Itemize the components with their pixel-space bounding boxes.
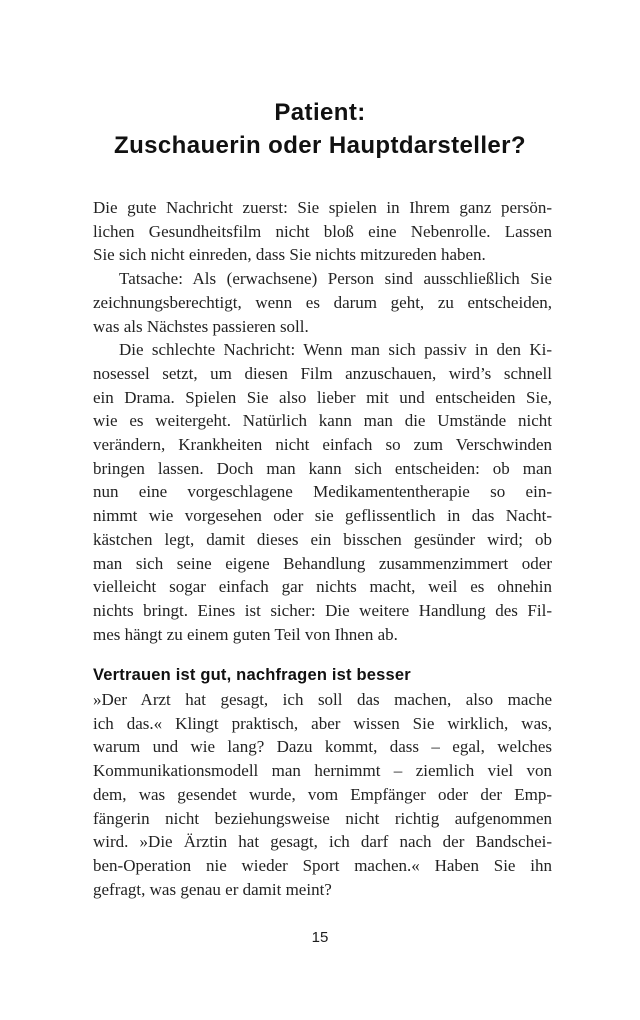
text-line: fängerin nicht beziehungsweise nicht richtig aufgenommen xyxy=(93,808,552,828)
text-line: kästchen legt, damit dieses ein bisschen gesünder wird; ob xyxy=(93,529,552,549)
text-line: vielleicht sogar einfach gar nichts macht, weil es ohnehin xyxy=(93,577,552,597)
text-line: nichts bringt. Eines ist sicher: Die weitere Handlung des Fil- xyxy=(93,600,552,620)
text-line: Sie sich nicht einreden, dass Sie nichts mitzureden haben. xyxy=(93,245,486,265)
paragraph xyxy=(93,338,552,646)
text-line: lichen Gesundheitsfilm nicht bloß eine Nebenrolle. Lassen xyxy=(93,221,552,241)
text-line: Kommunikationsmodell man hernimmt – ziemlich viel von xyxy=(93,761,552,781)
text-line: ben-Operation nie wieder Sport machen.« Haben Sie ihn xyxy=(93,855,552,875)
page-number: 15 xyxy=(311,929,329,947)
text-line: Die gute Nachricht zuerst: Sie spielen in Ihrem ganz persön- xyxy=(93,198,552,217)
text-line: mes hängt zu einem guten Teil von Ihnen ab. xyxy=(93,624,398,644)
chapter-title-line-2: Zuschauerin oder Hauptdarsteller? xyxy=(114,132,526,159)
text-line: zeichnungsberechtigt, wenn es darum geht, zu entscheiden, xyxy=(93,292,552,312)
text-line: verändern, Krankheiten nicht einfach so zum Verschwinden xyxy=(93,435,552,455)
section-subheading: Vertrauen ist gut, nachfragen ist besser xyxy=(93,666,411,685)
chapter-title-line-1: Patient: xyxy=(274,99,366,126)
text-line: »Der Arzt hat gesagt, ich soll das machen, also mache xyxy=(93,690,552,710)
text-column xyxy=(93,196,552,901)
paragraph xyxy=(93,267,552,338)
text-line: warum und wie lang? Dazu kommt, dass – egal, welches xyxy=(93,737,552,757)
paragraph xyxy=(93,196,552,267)
text-line: wie es weitergeht. Natürlich kann man die Umstände nicht xyxy=(93,411,552,431)
text-line: bringen lassen. Doch man kann sich entscheiden: ob man xyxy=(93,458,552,478)
paragraph xyxy=(93,688,552,901)
text-line: ich das.« Klingt praktisch, aber wissen Sie wirklich, was, xyxy=(93,713,552,733)
text-line: nimmt wie vorgesehen oder sie geflissentlich in das Nacht- xyxy=(93,506,552,526)
text-line: was als Nächstes passieren soll. xyxy=(93,316,309,336)
chapter-title xyxy=(0,96,640,162)
text-line: dem, was gesendet wurde, vom Empfänger oder der Emp- xyxy=(93,784,552,804)
text-line: man sich seine eigene Behandlung zusammenzimmert oder xyxy=(93,553,552,573)
text-line: wird. »Die Ärztin hat gesagt, ich darf nach der Bandschei- xyxy=(93,832,552,852)
text-line: nosessel setzt, um diesen Film anzuschauen, wird’s schnell xyxy=(93,363,552,383)
text-line: gefragt, was genau er damit meint? xyxy=(93,879,332,899)
text-line: nun eine vorgeschlagene Medikamententherapie so ein- xyxy=(93,482,552,502)
text-line: Tatsache: Als (erwachsene) Person sind ausschließlich Sie xyxy=(119,269,552,289)
text-line: ein Drama. Spielen Sie also lieber mit und entscheiden Sie, xyxy=(93,387,552,407)
text-line: Die schlechte Nachricht: Wenn man sich passiv in den Ki- xyxy=(119,340,552,360)
